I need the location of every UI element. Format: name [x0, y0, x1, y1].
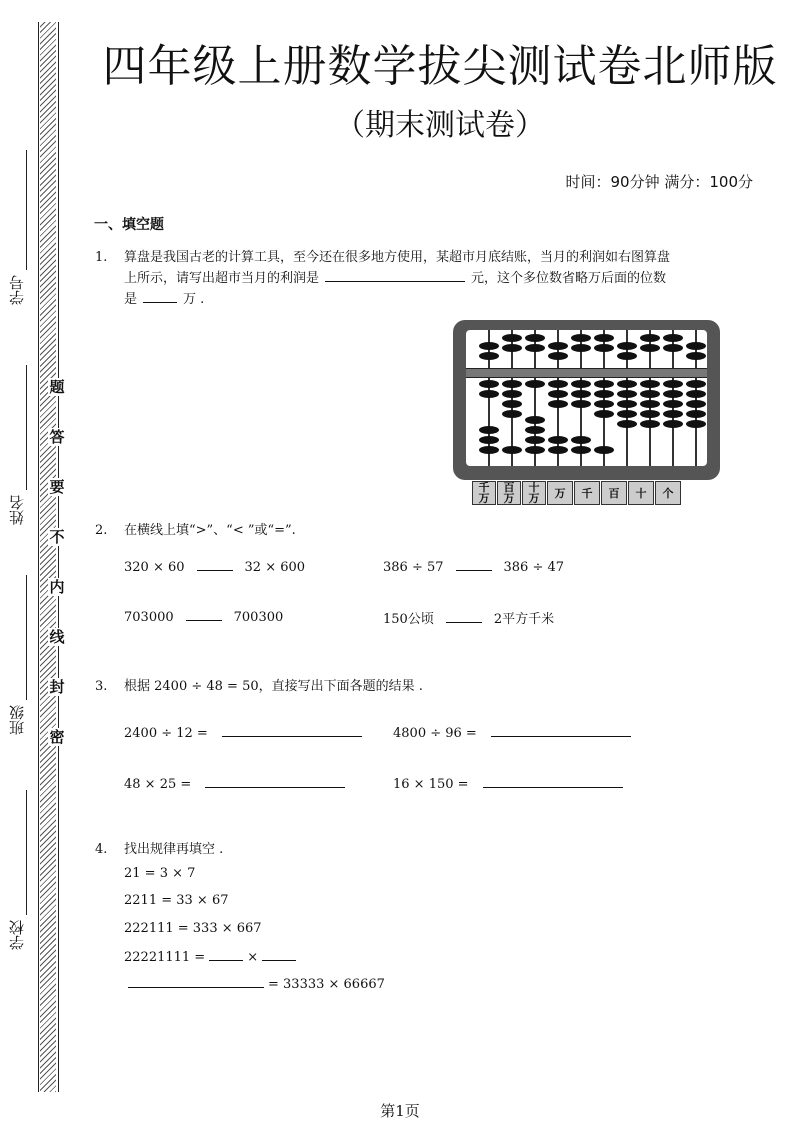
page-subtitle: （期末测试卷）: [335, 108, 545, 143]
abacus-bead: [571, 380, 591, 388]
abacus-bead: [479, 380, 499, 388]
pattern-blank[interactable]: [262, 948, 296, 961]
warning-char: 封: [49, 678, 65, 696]
warning-char: 线: [49, 628, 65, 646]
place-label: 个: [655, 481, 681, 505]
question-2-text: 在横线上填“>”、“< ”或“=”.: [124, 523, 296, 538]
abacus-bead: [663, 334, 683, 342]
compare-item: 320 × 60 32 × 600: [124, 560, 306, 575]
profit-answer-blank[interactable]: [325, 269, 465, 282]
abacus-bead: [479, 352, 499, 360]
abacus-bead: [502, 410, 522, 418]
abacus-bead: [525, 380, 545, 388]
abacus-bead: [594, 344, 614, 352]
binding-margin: [0, 0, 72, 1100]
compare-item: 386 ÷ 57 386 ÷ 47: [383, 560, 565, 575]
warning-char: 内: [49, 578, 65, 596]
place-label: 万: [547, 481, 573, 505]
place-label: 千万: [472, 481, 496, 505]
abacus-bead: [479, 342, 499, 350]
abacus-bead: [617, 420, 637, 428]
abacus-bead: [594, 334, 614, 342]
calc-item: 4800 ÷ 96 =: [393, 724, 637, 741]
abacus-bead: [617, 352, 637, 360]
abacus-bead: [502, 446, 522, 454]
abacus-bead: [479, 426, 499, 434]
approx-answer-blank[interactable]: [143, 290, 177, 303]
abacus-bead: [686, 380, 706, 388]
compare-item: 150公顷 2平方千米: [383, 612, 555, 627]
abacus-bead: [663, 344, 683, 352]
abacus-bead: [686, 390, 706, 398]
calc-item: 48 × 25 =: [124, 775, 351, 792]
pattern-line: 22221111 = ×: [124, 948, 300, 965]
warning-char: 答: [49, 428, 65, 446]
pattern-line: 222111 = 333 × 667: [124, 921, 262, 936]
place-label: 千: [574, 481, 600, 505]
abacus-frame: [466, 330, 707, 466]
margin-line: [58, 22, 59, 1092]
abacus-bead: [571, 334, 591, 342]
abacus-bead: [663, 400, 683, 408]
abacus-bead: [640, 410, 660, 418]
abacus-rod: [626, 330, 628, 466]
abacus-bead: [548, 446, 568, 454]
warning-char: 密: [49, 728, 65, 746]
place-label: 十万: [522, 481, 546, 505]
abacus-bead: [502, 380, 522, 388]
abacus-bead: [525, 436, 545, 444]
place-label: 十: [628, 481, 654, 505]
abacus-bead: [663, 420, 683, 428]
calc-blank[interactable]: [491, 724, 631, 737]
compare-item: 703000 700300: [124, 610, 284, 625]
abacus-bead: [594, 446, 614, 454]
calc-blank[interactable]: [483, 775, 623, 788]
abacus-rod: [695, 330, 697, 466]
compare-blank[interactable]: [446, 610, 482, 623]
abacus-bead: [525, 416, 545, 424]
abacus-bead: [548, 342, 568, 350]
abacus-bead: [640, 380, 660, 388]
name-label: 姓名: [8, 495, 26, 525]
abacus-bead: [640, 390, 660, 398]
abacus-bead: [686, 400, 706, 408]
class-label: 班级: [8, 705, 26, 735]
abacus-bead: [686, 342, 706, 350]
question-4-text: 找出规律再填空 .: [124, 842, 224, 857]
question-number: 4.: [95, 842, 108, 857]
class-blank[interactable]: [26, 575, 27, 700]
abacus-bead: [502, 390, 522, 398]
compare-blank[interactable]: [456, 558, 492, 571]
school-blank[interactable]: [26, 790, 27, 915]
calc-item: 2400 ÷ 12 =: [124, 724, 368, 741]
abacus-bead: [525, 344, 545, 352]
student-id-label: 学号: [8, 275, 26, 305]
abacus-bead: [663, 410, 683, 418]
question-3-text: 根据 2400 ÷ 48 = 50，直接写出下面各题的结果 .: [124, 679, 423, 694]
pattern-line: 2211 = 33 × 67: [124, 893, 229, 908]
abacus-bead: [571, 446, 591, 454]
abacus-beam: [466, 368, 707, 378]
abacus-bead: [525, 426, 545, 434]
pattern-line: = 33333 × 66667: [128, 975, 385, 992]
question-number: 1.: [95, 250, 108, 265]
warning-char: 要: [49, 478, 65, 496]
abacus-bead: [479, 390, 499, 398]
place-label: 百万: [497, 481, 521, 505]
q1-text-c: 元，这个多位数省略万后面的位数: [471, 271, 667, 286]
abacus-bead: [617, 410, 637, 418]
compare-blank[interactable]: [197, 558, 233, 571]
time-info: 时间：90分钟 满分：100分: [565, 173, 753, 191]
place-value-row: [472, 481, 682, 505]
abacus-bead: [525, 446, 545, 454]
q1-text-b: 上所示，请写出超市当月的利润是: [124, 271, 320, 286]
margin-line: [38, 22, 39, 1092]
abacus-bead: [640, 400, 660, 408]
abacus-bead: [571, 400, 591, 408]
abacus-bead: [640, 344, 660, 352]
pattern-blank[interactable]: [209, 948, 243, 961]
hatch-strip: [40, 22, 56, 1092]
question-number: 2.: [95, 523, 108, 538]
q1-line-a: 算盘是我国古老的计算工具，至今还在很多地方使用，某超市月底结账，当月的利润如右图算盘: [124, 250, 671, 265]
question-number: 3.: [95, 679, 108, 694]
school-label: 学校: [8, 920, 26, 950]
page-title: 四年级上册数学拔尖测试卷北师版: [102, 41, 778, 92]
abacus-bead: [663, 390, 683, 398]
abacus-bead: [548, 436, 568, 444]
calc-item: 16 × 150 =: [393, 775, 629, 792]
abacus-bead: [617, 342, 637, 350]
abacus-bead: [571, 436, 591, 444]
q1-text-e: 万 .: [183, 292, 205, 307]
section-heading: 一、填空题: [94, 217, 164, 233]
abacus-image: [453, 320, 720, 480]
pattern-blank[interactable]: [128, 975, 264, 988]
abacus-bead: [640, 420, 660, 428]
calc-blank[interactable]: [222, 724, 362, 737]
abacus-bead: [617, 390, 637, 398]
abacus-bead: [686, 410, 706, 418]
abacus-bead: [548, 400, 568, 408]
abacus-bead: [571, 390, 591, 398]
warning-char: 不: [49, 528, 65, 546]
abacus-bead: [594, 390, 614, 398]
abacus-bead: [594, 380, 614, 388]
abacus-bead: [571, 344, 591, 352]
page-number: 第1页: [380, 1102, 420, 1120]
question-1-text: [124, 247, 744, 310]
compare-blank[interactable]: [186, 608, 222, 621]
place-label: 百: [601, 481, 627, 505]
abacus-bead: [525, 334, 545, 342]
q1-line-c: [124, 289, 744, 310]
abacus-bead: [548, 352, 568, 360]
abacus-bead: [640, 334, 660, 342]
q1-text-d: 是: [124, 292, 138, 307]
name-blank[interactable]: [26, 365, 27, 490]
abacus-bead: [594, 410, 614, 418]
abacus-bead: [502, 344, 522, 352]
abacus-bead: [502, 400, 522, 408]
abacus-bead: [686, 420, 706, 428]
warning-char: 题: [49, 378, 65, 396]
pattern-line: 21 = 3 × 7: [124, 866, 196, 881]
abacus-bead: [502, 334, 522, 342]
student-id-blank[interactable]: [26, 150, 27, 270]
abacus-bead: [548, 390, 568, 398]
abacus-bead: [686, 352, 706, 360]
abacus-bead: [617, 380, 637, 388]
q1-line-b: [124, 268, 744, 289]
abacus-bead: [663, 380, 683, 388]
abacus-bead: [548, 380, 568, 388]
abacus-bead: [479, 436, 499, 444]
calc-blank[interactable]: [205, 775, 345, 788]
abacus-bead: [617, 400, 637, 408]
abacus-bead: [594, 400, 614, 408]
abacus-bead: [479, 446, 499, 454]
